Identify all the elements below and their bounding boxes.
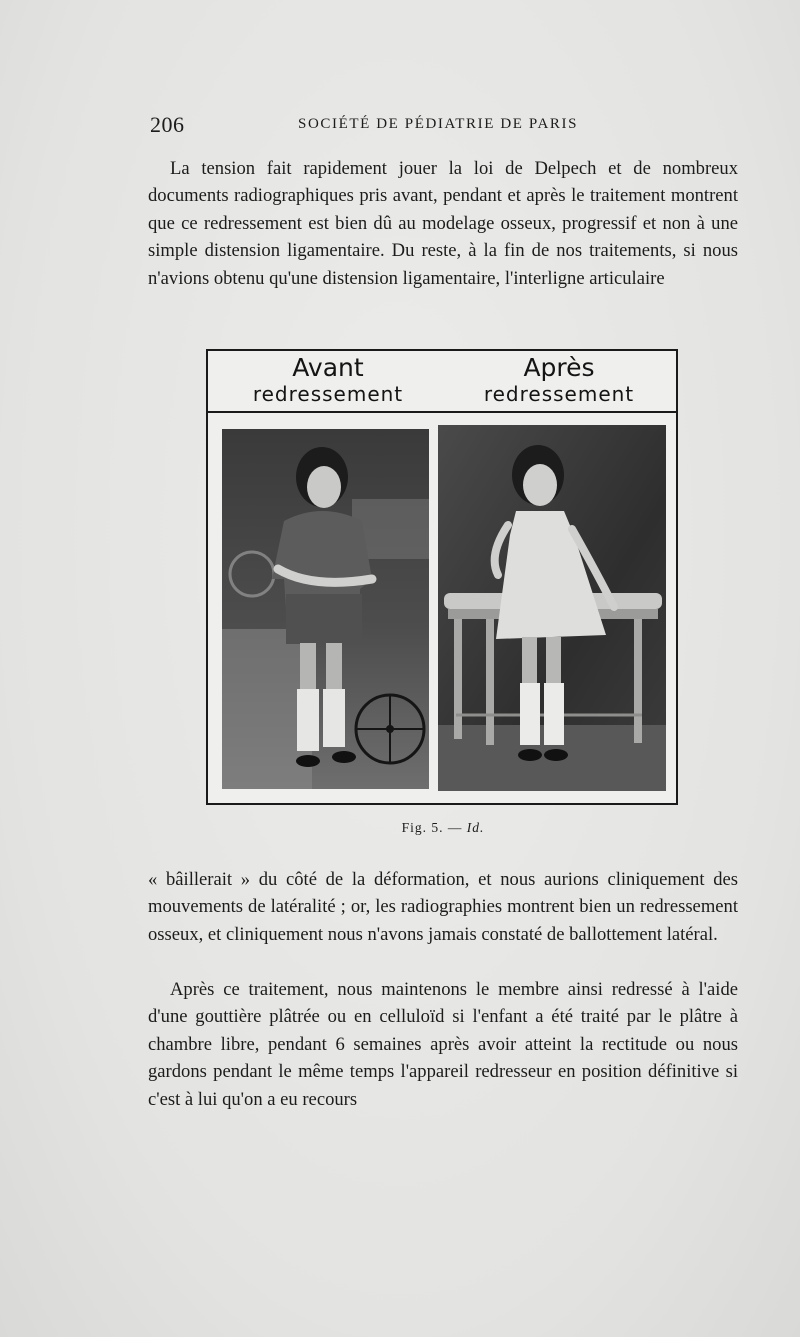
figure-before-after: [206, 349, 678, 805]
photo-after-treatment: [438, 425, 666, 791]
paragraph-2: « bâillerait » du côté de la déformation, et nous aurions cliniquement des mouvements de latéralité ; or, les radiographies montrent bien un redressement osseux, et cliniquement nous n'avons jamais constaté de ballottement latéral.: [148, 869, 738, 945]
label-after: [444, 353, 674, 406]
caption-id: Id.: [466, 820, 485, 835]
page-number: 206: [150, 112, 185, 137]
figure-label-bar: [208, 351, 676, 413]
paragraph-1: La tension fait rapidement jouer la loi de Delpech et de nombreux documents radiographiques pris avant, pendant et après le traitement montrent que ce redressement est bien dû au modelage osseux, progressif et non à une simple distension ligamentaire. Du reste, à la fin de nos traitements, si nous n'avions obtenu qu'une distension ligamentaire, l'interligne articulaire: [148, 158, 738, 289]
label-after-line1: Après: [523, 353, 595, 382]
label-before-line2: redressement: [252, 382, 404, 406]
page-header: [148, 112, 738, 144]
paragraph-3: Après ce traitement, nous maintenons le membre ainsi redressé à l'aide d'une gouttière plâtrée ou en celluloïd si l'enfant a été traité par le plâtre à chambre libre, pendant 6 semaines après avoir atteint la rectitude ou nous gardons pendant le même temps l'appareil redresseur en position définitive si c'est à lui qu'on a eu recours: [148, 979, 738, 1110]
caption-prefix: Fig. 5. —: [401, 820, 463, 835]
figure-caption: [148, 820, 738, 836]
photo-before-treatment: [222, 429, 429, 789]
running-title: SOCIÉTÉ DE PÉDIATRIE DE PARIS: [298, 116, 579, 132]
label-before: [218, 353, 438, 406]
label-before-line1: Avant: [292, 353, 364, 382]
label-after-line2: redressement: [483, 382, 635, 406]
